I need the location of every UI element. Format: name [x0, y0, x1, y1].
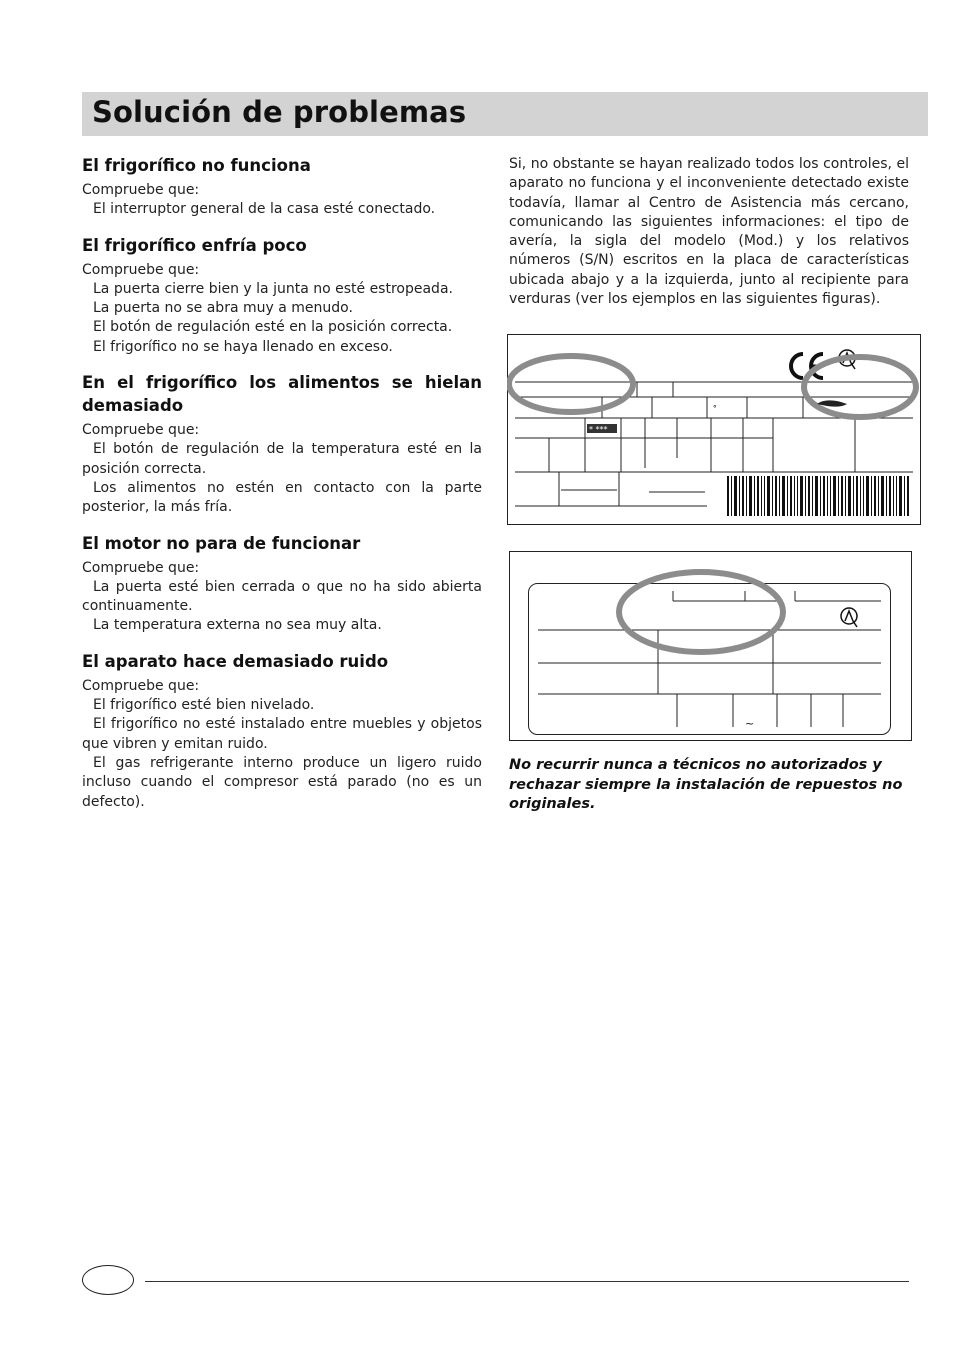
- section-intro: Compruebe que:: [82, 559, 200, 576]
- check-item: Los alimentos no estén en contacto con la parte posterior, la más fría.: [82, 479, 482, 516]
- page-number-oval: [82, 1265, 134, 1295]
- check-item: La puerta cierre bien y la junta no esté estropeada.: [93, 280, 453, 297]
- section-intro: Compruebe que:: [82, 261, 200, 278]
- footer-rule: [145, 1281, 909, 1282]
- warning-note: No recurrir nunca a técnicos no autorizados y rechazar siempre la instalación de repuestos no originales.: [509, 757, 903, 812]
- svg-text:* ***: * ***: [589, 425, 608, 434]
- section-intro: Compruebe que:: [82, 677, 200, 694]
- page-title: Solución de problemas: [92, 95, 467, 129]
- section-heading: El frigorífico no funciona: [82, 156, 311, 175]
- section-motor: [82, 532, 482, 636]
- check-item: La puerta esté bien cerrada o que no ha sido abierta continuamente.: [82, 578, 482, 615]
- check-item: El frigorífico esté bien nivelado.: [93, 697, 315, 714]
- title-bar: [82, 92, 928, 136]
- tilde-symbol: ~: [745, 717, 755, 730]
- section-heading: El motor no para de funcionar: [82, 533, 361, 553]
- check-item: La temperatura externa no sea muy alta.: [93, 617, 382, 634]
- check-item: El interruptor general de la casa esté conectado.: [93, 201, 436, 218]
- check-item: El gas refrigerante interno produce un ligero ruido incluso cuando el compresor está parado (no es un defecto).: [82, 754, 482, 810]
- section-enfria-poco: [82, 234, 482, 357]
- rating-plate-figure-1: [507, 334, 921, 525]
- section-intro: Compruebe que:: [82, 422, 200, 439]
- svg-text:ᐤ: ᐤ: [713, 404, 717, 414]
- check-item: El frigorífico no se haya llenado en exceso.: [93, 338, 393, 355]
- section-heading: El frigorífico enfría poco: [82, 235, 307, 255]
- assistance-paragraph: Si, no obstante se hayan realizado todos los controles, el aparato no funciona y el inconveniente detectado existe todavía, llamar al Centro de Asistencia más cercano, comunicando las siguientes informaciones: el tipo de avería, la sigla del modelo (Mod.) y los relativos números (S/N) escritos en la placa de características ubicada abajo y a la izquierda, junto al recipiente para verduras (ver los ejemplos en las siguientes figuras).: [509, 156, 909, 308]
- section-se-hielan: [82, 371, 482, 517]
- section-ruido: [82, 650, 482, 812]
- section-heading: En el frigorífico los alimentos se hielan demasiado: [82, 373, 482, 416]
- troubleshooting-list: [82, 154, 482, 826]
- check-item: El botón de regulación de la temperatura esté en la posición correcta.: [82, 441, 482, 477]
- section-no-funciona: [82, 154, 482, 220]
- check-item: El botón de regulación esté en la posición correcta.: [93, 319, 453, 336]
- check-item: El frigorífico no esté instalado entre muebles y objetos que vibren y emitan ruido.: [82, 716, 482, 752]
- rating-plate-figure-2: [509, 551, 912, 741]
- section-heading: El aparato hace demasiado ruido: [82, 651, 389, 671]
- assistance-info: [509, 155, 909, 309]
- check-item: La puerta no se abra muy a menudo.: [93, 300, 353, 317]
- barcode: [727, 476, 909, 516]
- section-intro: Compruebe que:: [82, 182, 200, 198]
